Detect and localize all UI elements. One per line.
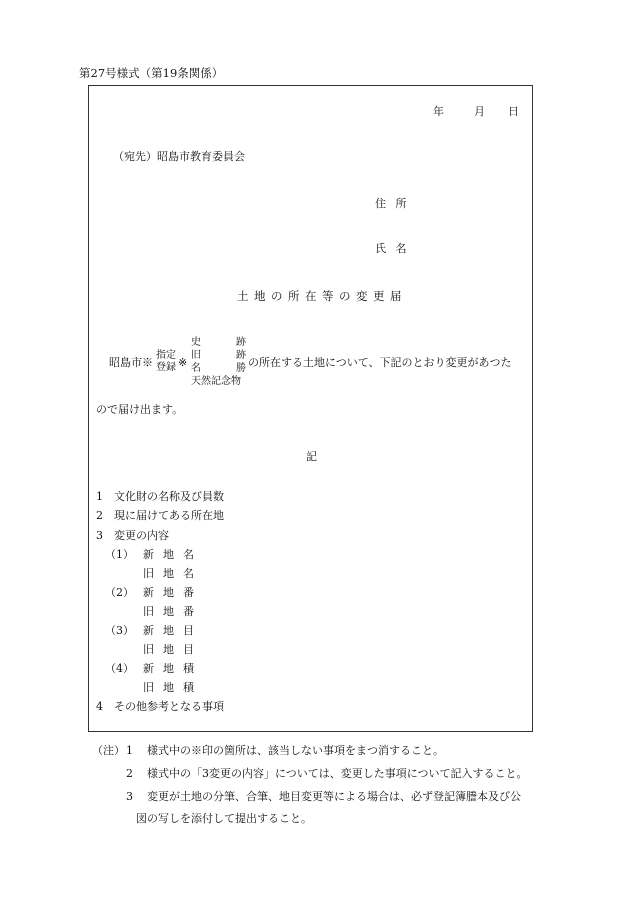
category-shiseki-right: 跡 [236, 337, 246, 348]
form-number: 第27号様式（第19条関係） [79, 66, 224, 80]
category-kyuseki-right: 跡 [236, 350, 246, 361]
notes-label: （注） [92, 744, 125, 757]
designation-mark: ※ [178, 356, 188, 369]
subitem-2-old: 旧地番 [143, 605, 203, 618]
category-natural-monument: 天然記念物 [191, 376, 241, 387]
subitem-4-old: 旧地積 [143, 681, 203, 694]
date-year-label: 年 [433, 105, 444, 118]
subitem-3-new: 新地目 [143, 624, 203, 637]
designation-toroku: 登録 [156, 362, 176, 373]
date-month-label: 月 [474, 105, 485, 118]
name-label: 氏 名 [375, 242, 410, 255]
ki-heading: 記 [306, 450, 317, 463]
subitem-4-number: （4） [105, 662, 134, 675]
note-3-text: 変更が土地の分筆、合筆、地目変更等による場合は、必ず登記簿謄本及び公 [147, 790, 521, 803]
subitem-2-number: （2） [105, 586, 134, 599]
category-kyuseki-left: 旧 [191, 350, 201, 361]
subitem-3-number: （3） [105, 624, 134, 637]
designation-shitei: 指定 [156, 350, 176, 361]
item-1: 1 文化財の名称及び員数 [96, 490, 224, 503]
item-2: 2 現に届けてある所在地 [96, 509, 224, 522]
category-meisho-left: 名 [191, 363, 201, 374]
document-title: 土地の所在等の変更届 [237, 289, 407, 303]
item-4: 4 その他参考となる事項 [96, 700, 224, 713]
date-day-label: 日 [508, 105, 519, 118]
statement-prefix: 昭島市※ [109, 356, 153, 369]
statement-line1: の所在する土地について、下記のとおり変更があつた [248, 356, 512, 369]
subitem-1-number: （1） [105, 548, 134, 561]
category-meisho-right: 勝 [236, 363, 246, 374]
subitem-2-new: 新地番 [143, 586, 203, 599]
address-label: 住 所 [375, 197, 410, 210]
note-1-text: 様式中の※印の箇所は、該当しない事項をまつ消すること。 [147, 744, 444, 757]
note-1-number: 1 [126, 744, 133, 757]
addressee: （宛先）昭島市教育委員会 [113, 150, 245, 163]
note-2-text: 様式中の「3変更の内容」については、変更した事項について記入すること。 [147, 767, 528, 780]
subitem-3-old: 旧地目 [143, 643, 203, 656]
note-3-continuation: 図の写しを添付して提出すること。 [136, 812, 312, 825]
category-shiseki-left: 史 [191, 337, 201, 348]
item-3: 3 変更の内容 [96, 529, 169, 542]
subitem-1-new: 新地名 [143, 548, 203, 561]
subitem-4-new: 新地積 [143, 662, 203, 675]
statement-line2: ので届け出ます。 [96, 403, 184, 416]
note-2-number: 2 [126, 767, 133, 780]
subitem-1-old: 旧地名 [143, 567, 203, 580]
note-3-number: 3 [126, 790, 133, 803]
